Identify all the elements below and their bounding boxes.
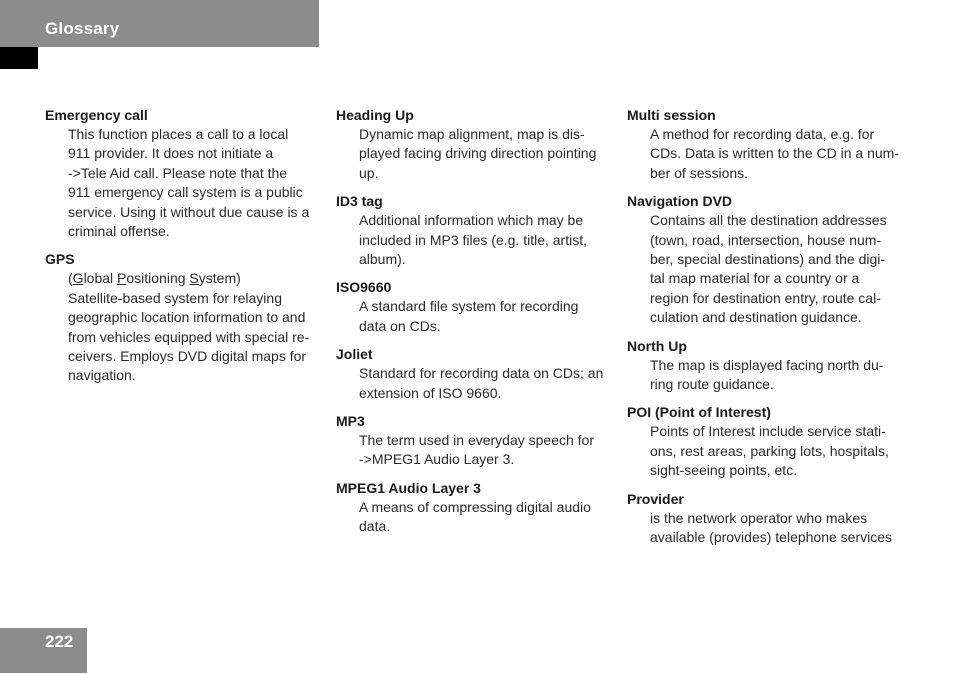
page-number-box bbox=[0, 628, 87, 673]
glossary-entry bbox=[336, 345, 618, 403]
glossary-term: North Up bbox=[627, 337, 687, 354]
glossary-term: Multi session bbox=[627, 107, 716, 123]
glossary-term: MP3 bbox=[336, 413, 365, 430]
glossary-definition-acronym bbox=[45, 269, 325, 288]
glossary-definition: is the network operator who makes available (provides) telephone services bbox=[650, 509, 893, 546]
glossary-entry bbox=[45, 106, 325, 241]
glossary-definition: Satellite-based system for relaying geographic location information to and from vehicles equipped with special re- ceivers. Employs DVD digital maps for navigation. bbox=[68, 289, 310, 384]
glossary-definition: A standard file system for recording data on CDs. bbox=[359, 298, 579, 334]
glossary-term: MPEG1 Audio Layer 3 bbox=[336, 479, 481, 496]
glossary-term: Provider bbox=[627, 490, 684, 507]
paren-open: ( bbox=[68, 270, 73, 287]
glossary-entry bbox=[627, 403, 917, 480]
glossary-term: Joliet bbox=[336, 346, 373, 363]
glossary-entry bbox=[336, 192, 618, 269]
glossary-entry bbox=[627, 490, 917, 548]
acronym-letter-g: G bbox=[72, 270, 84, 287]
glossary-definition: A method for recording data, e.g. for CDs. Data is written to the CD in a num- ber of sessions. bbox=[650, 126, 899, 181]
glossary-definition: Additional information which may be included in MP3 files (e.g. title, artist, album). bbox=[359, 212, 587, 268]
acronym-word-rest: ositioning bbox=[126, 270, 190, 287]
glossary-column-3 bbox=[627, 106, 917, 557]
glossary-term: Emergency call bbox=[45, 107, 148, 123]
acronym-letter-p: P bbox=[117, 270, 127, 287]
glossary-definition: This function places a call to a local 911 provider. It does not initiate a ->Tele Aid call. Please note that the 911 emergency call system is a public service. Using it without due cause is a criminal offense. bbox=[68, 126, 310, 240]
glossary-column-1 bbox=[45, 106, 325, 395]
glossary-entry bbox=[45, 250, 325, 385]
glossary-term: Heading Up bbox=[336, 107, 414, 123]
glossary-definition: Contains all the destination addresses (town, road, intersection, house num- ber, special destinations) and the digi- tal map material for a country or a region for destination entry, route cal- culation and destination guidance. bbox=[650, 212, 887, 326]
glossary-entry bbox=[336, 106, 618, 183]
acronym-letter-s: S bbox=[189, 270, 199, 287]
acronym-word-rest: ystem) bbox=[198, 270, 241, 287]
glossary-definition: Points of Interest include service stati- ons, rest areas, parking lots, hospitals, sight-seeing points, etc. bbox=[650, 423, 889, 479]
glossary-definition: The map is displayed facing north du- ring route guidance. bbox=[650, 356, 884, 393]
glossary-column-2 bbox=[336, 106, 618, 546]
glossary-definition: A means of compressing digital audio data. bbox=[359, 498, 591, 535]
glossary-definition: The term used in everyday speech for ->MPEG1 Audio Layer 3. bbox=[359, 432, 595, 468]
glossary-term: ID3 tag bbox=[336, 193, 383, 210]
acronym-word-rest: lobal bbox=[83, 270, 118, 287]
glossary-term: Navigation DVD bbox=[627, 193, 733, 210]
glossary-entry bbox=[627, 337, 917, 395]
page-title: Glossary bbox=[45, 19, 120, 38]
glossary-term: POI (Point of Interest) bbox=[627, 404, 771, 421]
glossary-definition: Standard for recording data on CDs; an extension of ISO 9660. bbox=[359, 365, 604, 401]
glossary-entry bbox=[336, 479, 618, 537]
glossary-entry bbox=[336, 412, 618, 470]
glossary-entry bbox=[627, 106, 917, 183]
glossary-entry bbox=[627, 192, 917, 327]
page-number: 222 bbox=[45, 632, 74, 651]
glossary-term: ISO9660 bbox=[336, 279, 392, 296]
glossary-definition: Dynamic map alignment, map is dis- played facing driving direction pointing up. bbox=[359, 126, 597, 181]
glossary-term: GPS bbox=[45, 251, 75, 268]
section-tab-marker bbox=[0, 47, 38, 69]
glossary-entry bbox=[336, 278, 618, 336]
